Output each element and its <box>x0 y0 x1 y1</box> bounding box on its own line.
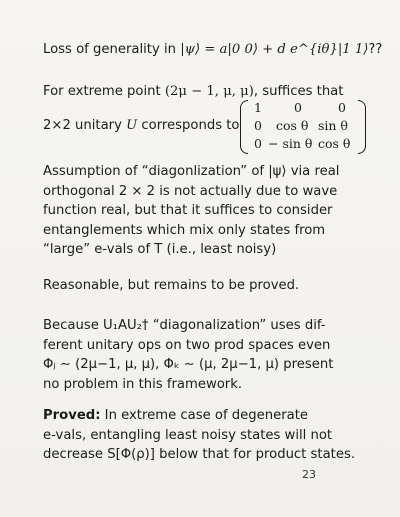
paragraph-reasonable <box>43 276 299 296</box>
matrix-left-bracket <box>240 100 248 154</box>
matrix-cell: 0 <box>338 100 346 115</box>
text-segment: ?? <box>368 42 383 57</box>
math-point: (2μ − 1, μ, μ) <box>164 84 254 99</box>
math-unitary: U <box>126 118 138 133</box>
paragraph-line: Assumption of “diagonlization” of |ψ⟩ via real <box>43 164 340 179</box>
text-segment: , suffices that <box>253 84 344 99</box>
text-segment: In extreme case of degenerate <box>100 408 309 423</box>
paragraph-line: function real, but that it suffices to consider <box>43 203 333 218</box>
page-number: 23 <box>302 468 316 481</box>
paragraph-line: “large” e-vals of T (i.e., least noisy) <box>43 242 277 257</box>
line-unitary <box>43 116 240 136</box>
text-segment: For extreme point <box>43 84 165 99</box>
unitary-matrix <box>240 100 366 152</box>
matrix-cell: 0 <box>254 118 262 133</box>
text-segment: 2×2 unitary <box>43 118 127 133</box>
paragraph-line: Because U₁AU₂† “diagonalization” uses dif- <box>43 318 326 333</box>
matrix-cell: 0 <box>294 100 302 115</box>
line-loss-of-generality <box>43 40 382 60</box>
paragraph-line <box>43 406 355 426</box>
paragraph-line: ferent unitary ops on two prod spaces even <box>43 337 331 353</box>
math-state: |ψ⟩ = a|0 0⟩ + d e^{iθ}|1 1⟩ <box>180 42 369 57</box>
paragraph-line: Φⱼ ∼ (2μ−1, μ, μ), Φₖ ∼ (μ, 2μ−1, μ) present <box>43 357 334 372</box>
paragraph-because <box>43 316 333 394</box>
proved-label: Proved: <box>43 408 101 423</box>
matrix-right-bracket <box>358 100 366 154</box>
matrix-cell: sin θ <box>318 118 348 133</box>
paragraph-assumption <box>43 162 339 260</box>
matrix-cell: cos θ <box>318 136 351 151</box>
paragraph-line: orthogonal 2 × 2 is not actually due to wave <box>43 183 338 199</box>
text-segment: corresponds to <box>137 118 240 133</box>
paragraph-line: e-vals, entangling least noisy states will not <box>43 427 333 443</box>
paragraph-line: no problem in this framework. <box>43 376 243 392</box>
paragraph-proved <box>43 406 355 465</box>
paragraph-line: Reasonable, but remains to be proved. <box>43 278 300 293</box>
paragraph-line: decrease S[Φ(ρ)] below that for product states. <box>43 447 356 462</box>
line-extreme-point <box>43 82 343 102</box>
matrix-cell: − sin θ <box>268 136 313 151</box>
matrix-cell: 0 <box>254 136 262 151</box>
text-segment: Loss of generality in <box>43 42 181 57</box>
paragraph-line: entanglements which mix only states from <box>43 222 326 238</box>
matrix-cell: 1 <box>254 100 262 115</box>
matrix-cell: cos θ <box>276 118 309 133</box>
